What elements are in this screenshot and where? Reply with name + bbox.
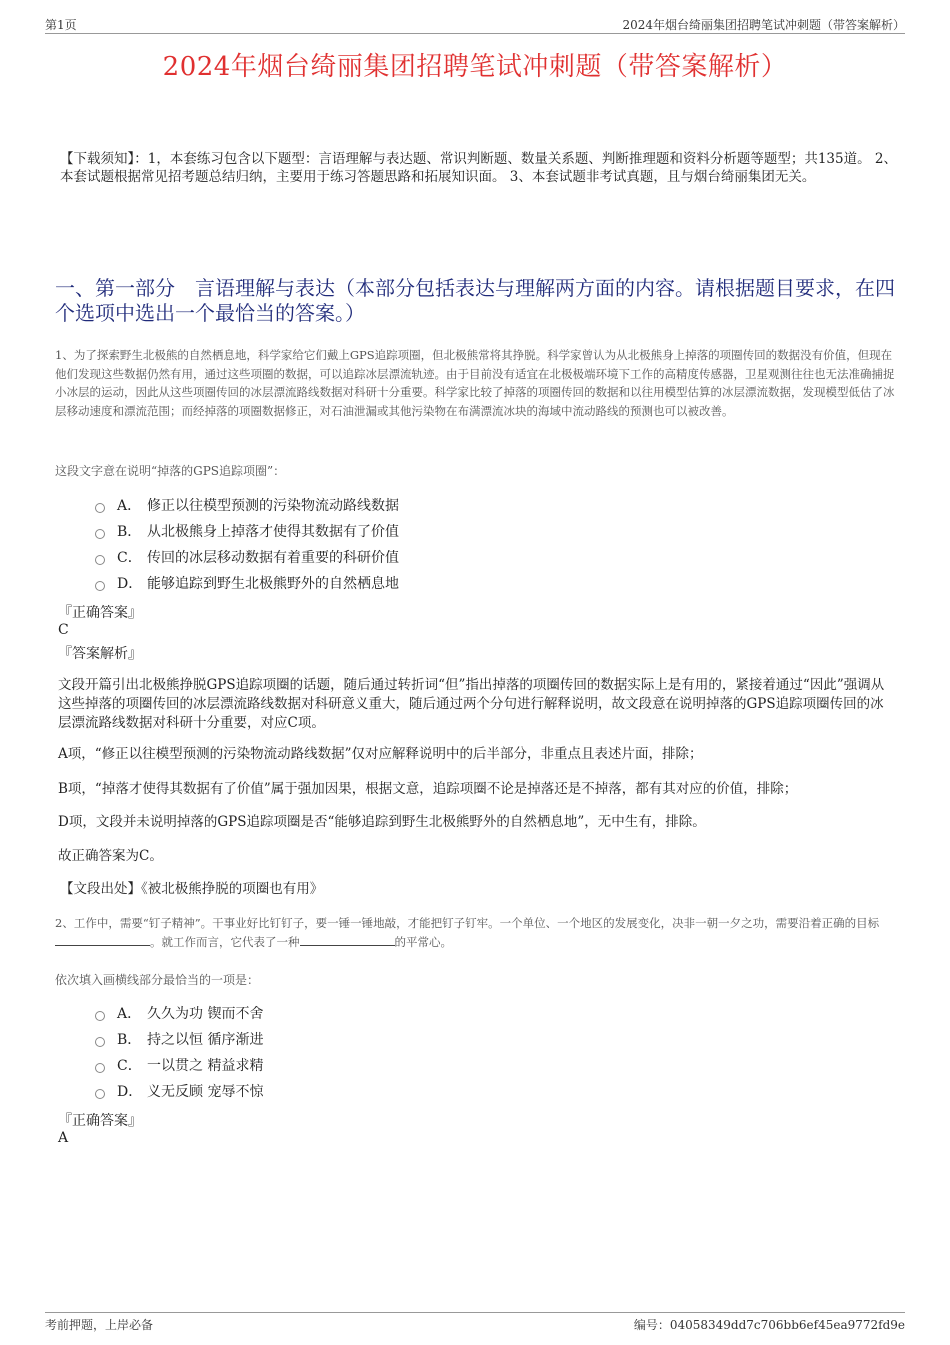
radio-icon[interactable] [95, 1037, 105, 1047]
correct-answer: C [58, 622, 69, 638]
correct-answer-label: 『正确答案』 [58, 1113, 142, 1129]
radio-icon[interactable] [95, 503, 105, 513]
analysis-conclusion: 故正确答案为C。 [58, 848, 163, 864]
option-d[interactable]: D． 能够追踪到野生北极熊野外的自然栖息地 [95, 570, 695, 596]
radio-icon[interactable] [95, 1063, 105, 1073]
radio-icon[interactable] [95, 555, 105, 565]
radio-icon[interactable] [95, 581, 105, 591]
analysis-label: 『答案解析』 [58, 646, 142, 662]
analysis-paragraph: A项，“修正以往模型预测的污染物流动路线数据”仅对应解释说明中的后半部分，非重点且表述片面，排除； [58, 746, 703, 762]
question-2-options [95, 1000, 695, 1104]
footer-slogan: 考前押题，上岸必备 [45, 1318, 154, 1332]
correct-answer-label: 『正确答案』 [58, 605, 142, 621]
option-a[interactable]: A． 久久为功 锲而不舍 [95, 1000, 695, 1026]
section-heading: 一、第一部分 言语理解与表达（本部分包括表达与理解两方面的内容。请根据题目要求，在四个选项中选出一个最恰当的答案。） [55, 276, 895, 325]
page-number: 第1页 [45, 18, 77, 32]
page-footer [45, 1312, 905, 1330]
analysis-paragraph: 文段开篇引出北极熊挣脱GPS追踪项圈的话题，随后通过转折词“但”指出掉落的项圈传回的数据实际上是有用的，紧接着通过“因此”强调从这些掉落的项圈传回的冰层漂流路线数据对科研意义重大，随后通过两个分句进行解释说明，故文段意在说明掉落的GPS追踪项圈传回的冰层漂流路线数据对科研十分重要，对应C项。 [58, 677, 885, 731]
document-title: 2024年烟台绮丽集团招聘笔试冲刺题（带答案解析） [162, 52, 788, 82]
radio-icon[interactable] [95, 1011, 105, 1021]
option-a[interactable]: A． 修正以往模型预测的污染物流动路线数据 [95, 492, 695, 518]
correct-answer: A [58, 1130, 69, 1146]
document-id: 编号：04058349dd7c706bb6ef45ea9772fd9e [633, 1318, 905, 1332]
question-1-options [95, 492, 695, 596]
question-2-prompt: 依次填入画横线部分最恰当的一项是： [55, 973, 260, 987]
question-2-stem: 2、工作中，需要“钉子精神”。干事业好比钉钉子，要一锤一锤地敲，才能把钉子钉牢。一个单位、一个地区的发展变化，决非一朝一夕之功，需要沿着正确的目标。就工作而言，它代表了一种 的平常心。 [55, 916, 880, 949]
header-doc-title: 2024年烟台绮丽集团招聘笔试冲刺题（带答案解析） [622, 18, 905, 32]
question-1-prompt: 这段文字意在说明“掉落的GPS追踪项圈”： [55, 464, 286, 478]
page-header [45, 14, 905, 34]
radio-icon[interactable] [95, 529, 105, 539]
fill-blank-2[interactable] [300, 934, 395, 946]
option-c[interactable]: C． 一以贯之 精益求精 [95, 1052, 695, 1078]
download-notice: 【下载须知】：1，本套练习包含以下题型：言语理解与表达题、常识判断题、数量关系题、判断推理题和资料分析题等题型；共135道。 2、本套试题根据常见招考题总结归纳，主要用于练习答题思路和拓展知识面。 3、本套试题非考试真题，且与烟台绮丽集团无关。 [60, 151, 897, 185]
option-d[interactable]: D． 义无反顾 宠辱不惊 [95, 1078, 695, 1104]
option-b[interactable]: B． 持之以恒 循序渐进 [95, 1026, 695, 1052]
analysis-paragraph: D项，文段并未说明掉落的GPS追踪项圈是否“能够追踪到野生北极熊野外的自然栖息地”，无中生有，排除。 [58, 814, 706, 830]
source-citation: 【文段出处】《被北极熊挣脱的项圈也有用》 [60, 881, 324, 897]
analysis-paragraph: B项，“掉落才使得其数据有了价值”属于强加因果，根据文意，追踪项圈不论是掉落还是不掉落，都有其对应的价值，排除； [58, 781, 798, 797]
option-b[interactable]: B． 从北极熊身上掉落才使得其数据有了价值 [95, 518, 695, 544]
radio-icon[interactable] [95, 1089, 105, 1099]
fill-blank-1[interactable] [55, 934, 150, 946]
option-c[interactable]: C． 传回的冰层移动数据有着重要的科研价值 [95, 544, 695, 570]
question-1-stem: 1、为了探索野生北极熊的自然栖息地，科学家给它们戴上GPS追踪项圈，但北极熊常将其挣脱。科学家曾认为从北极熊身上掉落的项圈传回的数据没有价值，但现在他们发现这些数据仍然有用，通过这些项圈的数据，可以追踪冰层漂流轨迹。由于目前没有适宜在北极极端环境下工作的高精度传感器，卫星观测往往也无法准确捕捉小冰层的运动，因此从这些项圈传回的冰层漂流路线数据对科研十分重要。科学家比较了掉落的项圈传回的数据和以往用模型估算的冰层漂流数据，发现模型低估了冰层移动速度和漂流范围；而经掉落的项圈数据修正，对石油泄漏或其他污染物在布满漂流冰块的海域中流动路线的预测也可以被改善。 [55, 348, 895, 418]
